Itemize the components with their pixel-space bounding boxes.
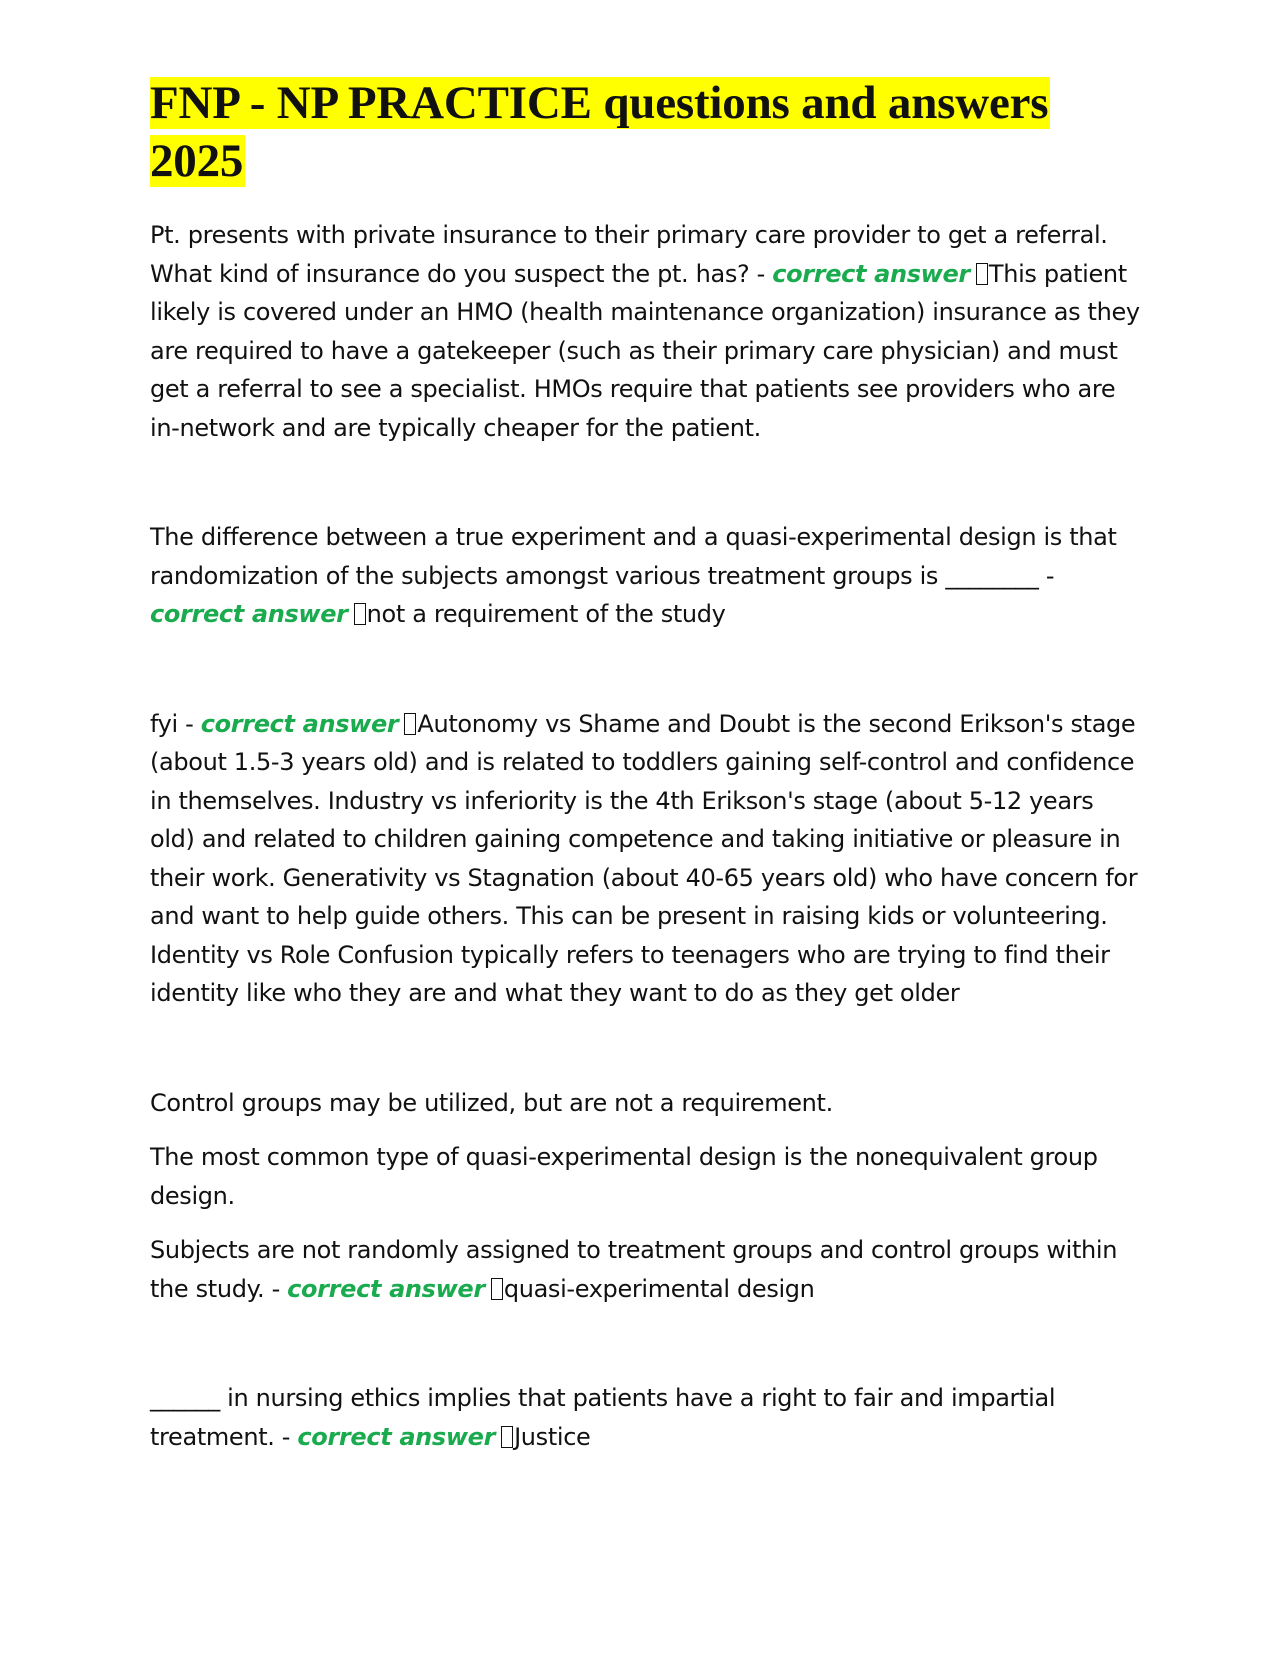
missing-glyph-box-icon	[976, 263, 988, 285]
question-text: fyi -	[150, 709, 201, 738]
missing-glyph-box-icon	[354, 603, 366, 625]
missing-glyph-box-icon	[491, 1278, 503, 1300]
missing-glyph-box-icon	[501, 1426, 513, 1448]
context-line-2: The most common type of quasi-experimental design is the nonequivalent group design.	[150, 1143, 1098, 1210]
question-text: The difference between a true experiment and a quasi-experimental design is that randomization of the subjects amongst various treatment groups is ________ -	[150, 523, 1117, 590]
question-text: ______ in nursing ethics implies that patients have a right to fair and impartial treatment. -	[150, 1384, 1056, 1451]
qa-item-5	[150, 1379, 1140, 1456]
qa-item-1	[150, 216, 1140, 447]
answer-text: Justice	[514, 1422, 591, 1451]
missing-glyph-box-icon	[404, 713, 416, 735]
answer-text: Autonomy vs Shame and Doubt is the second Erikson's stage (about 1.5-3 years old) and is related to toddlers gaining self-control and confidence in themselves. Industry vs inferiority is the 4th Erikson's stage (about 5-12 years old) and related to children gaining competence and taking initiative or pleasure in their work. Generativity vs Stagnation (about 40-65 years old) who have concern for and want to help guide others. This can be present in raising kids or volunteering. Identity vs Role Confusion typically refers to teenagers who are trying to find their identity like who they are and what they want to do as they get older	[150, 709, 1138, 1007]
document-title	[150, 74, 1140, 190]
context-line-1: Control groups may be utilized, but are not a requirement.	[150, 1088, 833, 1117]
title-highlight: FNP - NP PRACTICE questions and answers 2025	[150, 77, 1049, 187]
answer-text: quasi-experimental design	[503, 1274, 815, 1303]
correct-answer-label: correct answer	[772, 259, 970, 288]
answer-text: not a requirement of the study	[366, 600, 726, 628]
correct-answer-label: correct answer	[297, 1422, 496, 1451]
qa-item-3	[150, 705, 1140, 1013]
qa-item-2	[150, 518, 1140, 634]
question-text: Pt. presents with private insurance to their primary care provider to get a referral. What kind of insurance do you suspect the pt. has? -	[150, 221, 1108, 288]
qa-item-4	[150, 1231, 1140, 1308]
question-text: Subjects are not randomly assigned to treatment groups and control groups within the study. -	[150, 1236, 1118, 1303]
correct-answer-label: correct answer	[150, 600, 348, 628]
correct-answer-label: correct answer	[287, 1274, 485, 1303]
correct-answer-label: correct answer	[200, 709, 399, 738]
answer-text: This patient likely is covered under an HMO (health maintenance organization) insurance as they are required to have a gatekeeper (such as their primary care physician) and must get a referral to see a specialist. HMOs require that patients see providers who are in-network and are typically cheaper for the patient.	[150, 259, 1140, 442]
document-page	[150, 74, 1140, 1456]
